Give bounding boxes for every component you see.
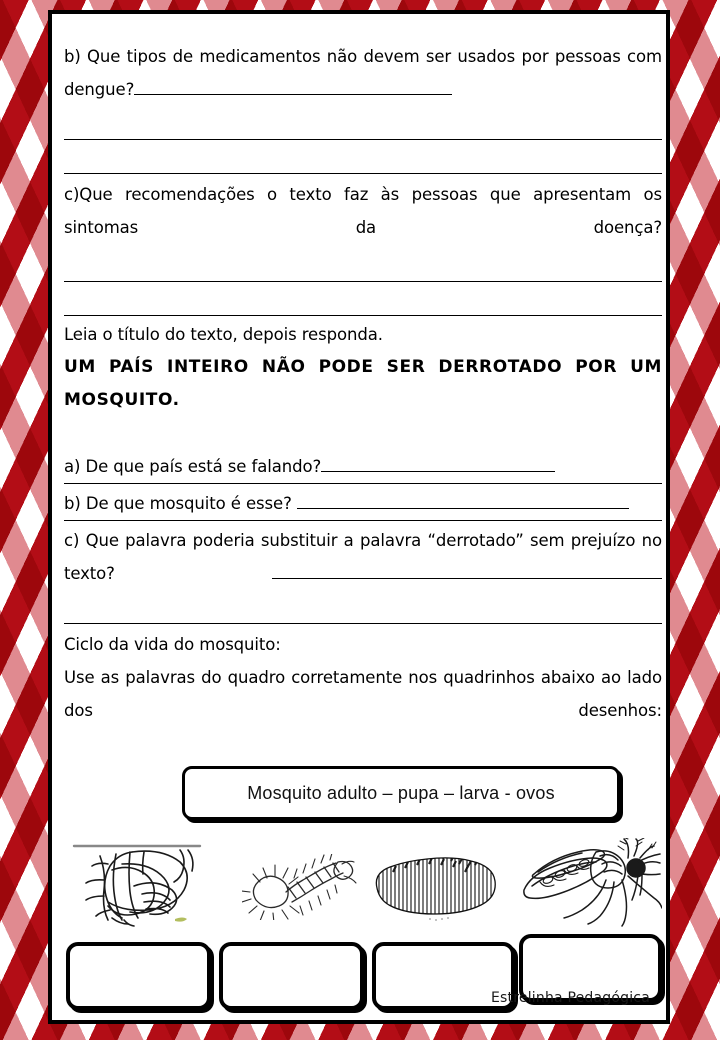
question-a-text: [64, 450, 662, 483]
question-b-medicamentos: [64, 40, 662, 174]
text-title: [64, 351, 662, 450]
mosquito-egg-raft-drawing: [369, 848, 499, 926]
answer-rule-inline[interactable]: [272, 564, 662, 579]
adult-mosquito-drawing: [516, 838, 662, 930]
text-title-value: UM PAÍS INTEIRO NÃO PODE SER DERROTADO POR UM MOSQUITO: [64, 357, 662, 410]
worksheet-sheet: [48, 10, 670, 1024]
answer-line[interactable]: [64, 315, 662, 316]
question-b-text: [64, 40, 662, 139]
question-b-mosquito-text: [64, 487, 662, 520]
question-b-label: b) Que tipos de medicamentos não devem ser usados por pessoas com dengue?: [64, 47, 662, 99]
question-b-mosquito: [64, 487, 662, 521]
question-c-recomendacoes: [64, 178, 662, 316]
word-bank-box: [182, 766, 620, 820]
answer-box-1[interactable]: [66, 942, 211, 1010]
answer-rule-inline[interactable]: [134, 80, 452, 95]
mosquito-larva-drawing: [242, 854, 360, 920]
question-c-derrotado: [64, 524, 662, 624]
answer-line[interactable]: [64, 281, 662, 282]
question-a-pais: [64, 450, 662, 484]
answer-line[interactable]: [64, 483, 662, 484]
mosquito-pupa-drawing: [72, 840, 222, 928]
answer-box-2[interactable]: [219, 942, 364, 1010]
text-title-period: .: [172, 390, 180, 410]
instruction-read-title: Leia o título do texto, depois responda.: [64, 325, 383, 344]
worksheet-content: [64, 40, 662, 1012]
answer-line[interactable]: [64, 623, 662, 624]
answer-line[interactable]: [64, 139, 662, 140]
question-a-label: a) De que país está se falando?: [64, 457, 322, 476]
mosquito-lifecycle-figures: [64, 838, 662, 930]
word-bank-wrapper: [64, 766, 662, 828]
answer-rule-inline[interactable]: [297, 494, 629, 509]
cycle-heading: Ciclo da vida do mosquito:: [64, 635, 281, 654]
question-c-text: c)Que recomendações o texto faz às pessoas que apresentam os sintomas da doença?: [64, 185, 662, 237]
word-bank-text: Mosquito adulto – pupa – larva - ovos: [247, 782, 555, 803]
answer-line[interactable]: [64, 520, 662, 521]
line-spacer: [64, 140, 662, 173]
line-spacer: [64, 282, 662, 315]
cycle-instruction: Use as palavras do quadro corretamente nos quadrinhos abaixo ao lado dos desenhos:: [64, 668, 662, 720]
question-c-derrotado-label: c) Que palavra poderia substituir a palavra “derrotado” sem prejuízo no texto?: [64, 531, 662, 583]
question-b-mosquito-label: b) De que mosquito é esse?: [64, 494, 297, 513]
question-c-derrotado-text: [64, 524, 662, 623]
answer-line[interactable]: [64, 173, 662, 174]
footer-credit: Estrelinha Pedagógica: [491, 990, 650, 1006]
answer-rule-inline[interactable]: [321, 457, 555, 472]
